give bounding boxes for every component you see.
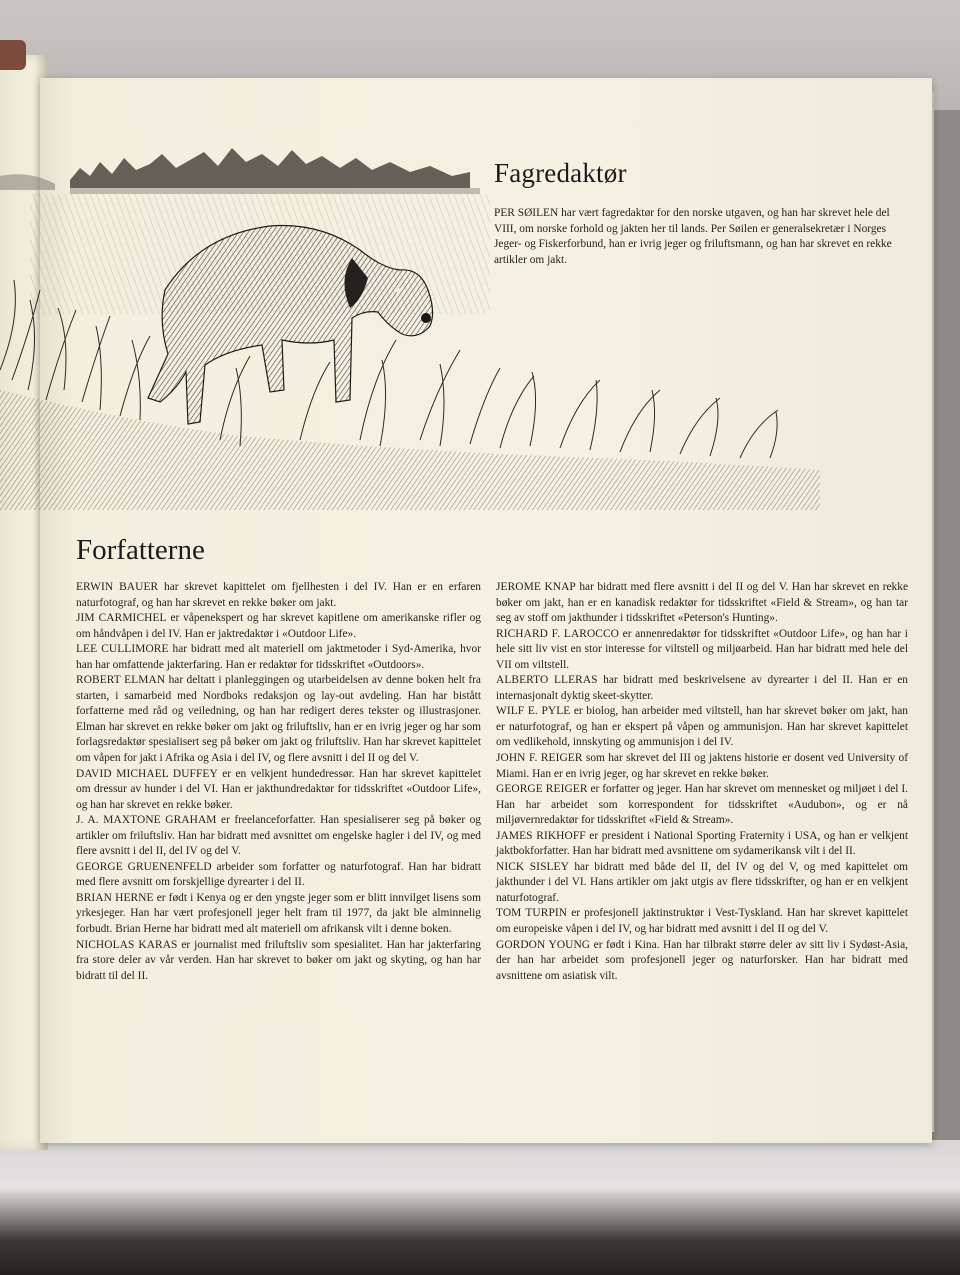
- fagredaktor-heading: Fagredaktør: [494, 158, 627, 188]
- book-cover-corner: [0, 40, 26, 70]
- author-name: LEE CULLIMORE: [76, 643, 169, 656]
- author-description: har skrevet kapittelet om fjellhesten i del IV. Han er en erfaren naturfotograf, og han har skrevet en rekke bøker om jakt.: [76, 581, 482, 609]
- author-entry: [496, 906, 908, 937]
- author-description: har deltatt i planleggingen og utarbeidelsen av denne boken helt fra starten, i samarbeid med Nordboks redaksjon og lay-out avdeling. Han har bistått forfatterne med råd og veiledning, og han har redigert deres tekster og illustrasjoner. Elman har skrevet en rekke bøker om jakt og friluftsliv, han er en ivrig jeger og har som forlagsredaktør spesialisert seg på bøker om jakt og friluftsliv. Han har skrevet kapittelet om våpen for jakt i Afrika og Asia i del IV, og flere avsnitt i del II og del V.: [76, 674, 481, 765]
- author-description: er født i Kina. Han har tilbrakt større deler av sitt liv i Sydøst-Asia, der han har arbeidet som profesjonell jeger og naturforsker. Han har bidratt med avsnittene om asiatisk vilt.: [496, 938, 908, 982]
- author-description: er født i Kenya og er den yngste jeger som er blitt innvilget lisens som yrkesjeger. Han har vært profesjonell jeger helt fram til 1977, da jakt ble alminnelig forbudt. Brian Herne har bidratt med alt materiell om afrikansk vilt i denne boken.: [76, 891, 481, 936]
- author-description: har bidratt med flere avsnitt i del II og del V. Han har skrevet en rekke bøker om jakt, han er en kanadisk redaktør for tidsskriftet «Field & Stream», og han tar seg av stoff om jakthunder i tidsskriftet «Peterson's Hunting».: [496, 581, 909, 625]
- author-entry: [496, 751, 908, 782]
- author-description: er president i National Sporting Fraternity i USA, og han er velkjent jaktbokforfatter. Han har bidratt med avsnittene om sydamerikansk vilt i del II.: [496, 829, 908, 858]
- author-name: DAVID MICHAEL DUFFEY: [76, 767, 218, 780]
- author-entry: [76, 938, 481, 985]
- author-name: ROBERT ELMAN: [76, 674, 166, 687]
- author-description: er freelanceforfatter. Han spesialiserer seg på bøker og artikler om friluftsliv. Han har bidratt med avsnittet om engelske hagler i del IV, og med flere avsnitt i del II, del IV og del V.: [76, 814, 481, 858]
- author-entry: [76, 580, 481, 611]
- forfatterne-heading: Forfatterne: [76, 534, 205, 566]
- author-entry: [496, 938, 908, 985]
- author-description: er biolog, han arbeider med viltstell, han har skrevet bøker om jakt, han er naturfotograf, og han er ekspert på våpen og ammunisjon. Han har skrevet kapittelet om vedlikehold, innskyting og ammunisjon i del IV.: [496, 705, 908, 749]
- hunting-dog-illustration-icon: [0, 140, 830, 510]
- author-entry: [496, 673, 908, 704]
- author-description: har bidratt med beskrivelsene av dyrearter i del II. Han er en internasjonalt dyktig skeet-skytter.: [496, 674, 908, 702]
- author-description: har bidratt med både del II, del IV og del V, og med kapittelet om jakthunder i del VI. Hans artikler om jakt utgis av flere tidsskrifter, og han er en velkjent naturfotograf.: [496, 860, 908, 904]
- author-name: NICHOLAS KARAS: [76, 938, 178, 951]
- author-name: JOHN F. REIGER: [496, 752, 583, 765]
- author-entry: [76, 642, 481, 673]
- author-name: JAMES RIKHOFF: [496, 829, 586, 842]
- author-entry: [496, 704, 908, 751]
- author-name: NICK SISLEY: [496, 860, 569, 873]
- author-entry: [496, 627, 908, 674]
- author-entry: [76, 860, 481, 891]
- author-entry: [76, 673, 481, 766]
- author-entry: [76, 813, 481, 860]
- author-name: JEROME KNAP: [496, 581, 576, 593]
- author-description: er forfatter og jeger. Han har skrevet om mennesket og miljøet i del I. Han har arbeidet som korrespondent for tidsskriftet «Audubon», og er nå miljøvernredaktør for tidsskriftet «Field & Stream».: [496, 783, 908, 827]
- author-name: TOM TURPIN: [496, 907, 568, 920]
- author-name: JIM CARMICHEL: [76, 612, 167, 625]
- author-name: WILF E. PYLE: [496, 705, 571, 718]
- author-name: J. A. MAXTONE GRAHAM: [76, 814, 217, 827]
- author-name: BRIAN HERNE: [76, 891, 154, 904]
- author-name: ERWIN BAUER: [76, 581, 159, 593]
- author-entry: [496, 782, 908, 829]
- author-entry: [76, 611, 481, 642]
- author-entry: [76, 767, 481, 814]
- authors-column-left: [76, 580, 481, 984]
- author-description: som har skrevet del III og jaktens historie er dosent ved University of Miami. Han er en ivrig jeger, og har skrevet en rekke bøker.: [496, 752, 908, 780]
- author-name: GORDON YOUNG: [496, 938, 591, 951]
- author-description: er en velkjent hundedressør. Han har skrevet kapittelet om dressur av hunder i del VI. Han er jakthundredaktør for tidsskriftet «Outdoor Life», og han har skrevet en rekke bøker.: [76, 767, 481, 811]
- author-entry: [496, 860, 908, 907]
- author-name: RICHARD F. LAROCCO: [496, 627, 620, 640]
- author-entry: [496, 580, 908, 627]
- author-description: er annenredaktør for tidsskriftet «Outdoor Life», og han har i hele sitt liv vist en stor interesse for viltstell og miljøarbeid. Han har bidratt med hele del VII om viltstell.: [496, 627, 908, 671]
- author-description: er profesjonell jaktinstruktør i Vest-Tyskland. Han har skrevet kapittelet om europeiske våpen i del IV, og har bidratt med avsnitt i del II og del V.: [496, 907, 908, 936]
- author-description: arbeider som forfatter og naturfotograf. Han har bidratt med flere avsnitt om forskjellige dyrearter i del II.: [76, 860, 482, 889]
- author-description: er journalist med friluftsliv som spesialitet. Han har jakterfaring fra store deler av vår verden. Han har skrevet to bøker om jakt og skyting, og han har bidratt til del II.: [76, 938, 481, 982]
- author-entry: [76, 891, 481, 938]
- author-entry: [496, 829, 908, 860]
- author-description: er våpenekspert og har skrevet kapitlene om amerikanske rifler og om håndvåpen i del IV. Han er jaktredaktør i «Outdoor Life».: [76, 612, 481, 640]
- background-bottom: [0, 1140, 960, 1275]
- fagredaktor-text: PER SØILEN har vært fagredaktør for den norske utgaven, og han har skrevet hele del VIII, om norske forhold og jakten her til lands. Per Søilen er generalsekretær i Norges Jeger- og Fiskerforbund, han er ivrig jeger og friluftsmann, og han har skrevet en rekke artikler om jakt.: [494, 207, 892, 266]
- author-name: GEORGE REIGER: [496, 783, 588, 796]
- authors-column-right: [496, 580, 908, 984]
- author-description: har bidratt med alt materiell om jaktmetoder i Syd-Amerika, hvor han har omfattende jakterfaring. Han er redaktør for tidsskriftet «Outdoors».: [76, 643, 481, 671]
- author-name: GEORGE GRUENENFELD: [76, 860, 212, 873]
- author-name: ALBERTO LLERAS: [496, 674, 598, 687]
